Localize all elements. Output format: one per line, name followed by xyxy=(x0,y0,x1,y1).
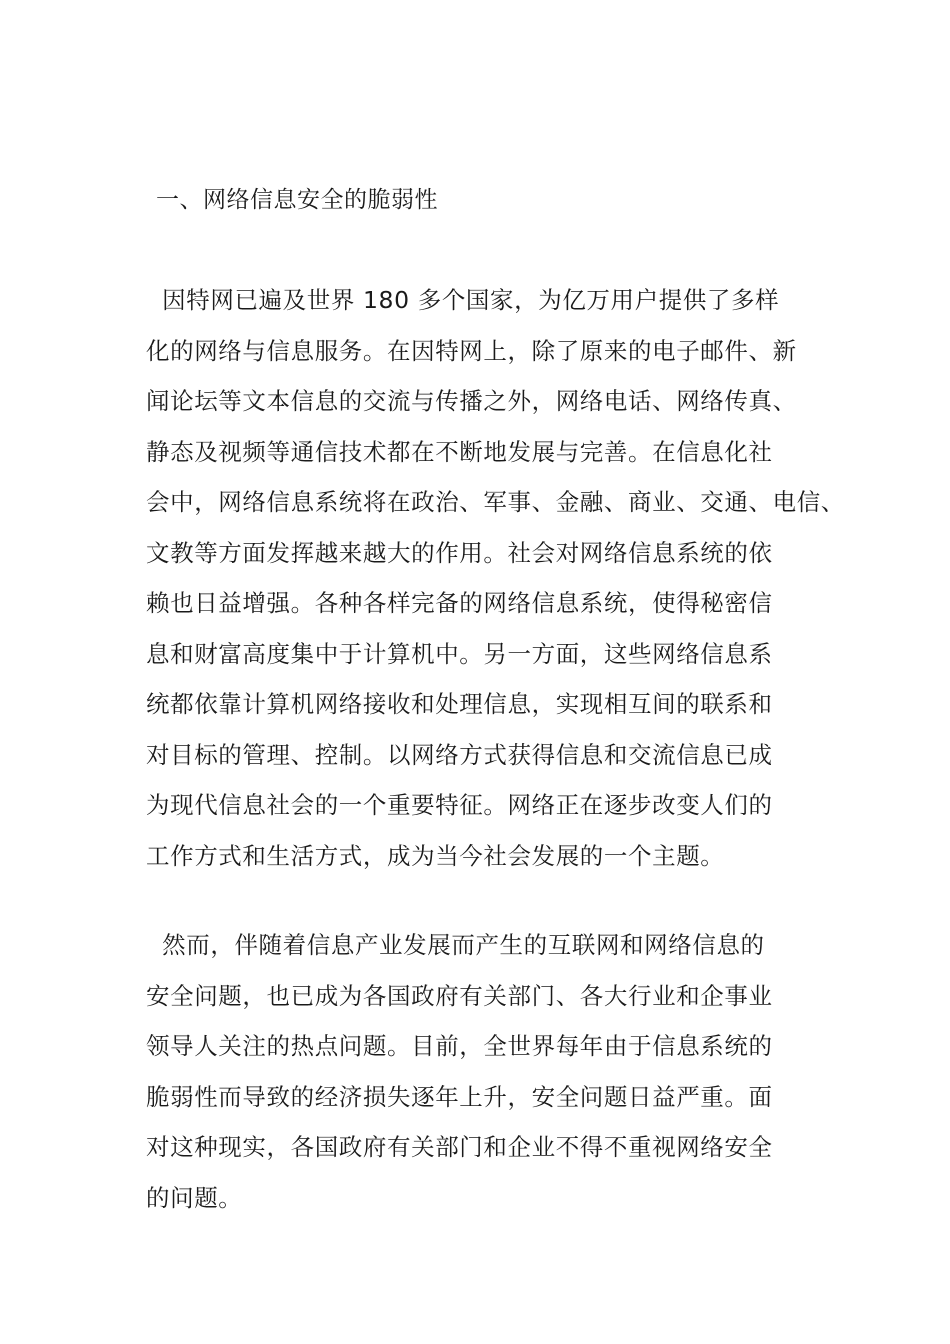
paragraph-line: 脆弱性而导致的经济损失逐年上升，安全问题日益严重。面 xyxy=(146,1082,773,1111)
paragraph-line: 因特网已遍及世界 180 多个国家，为亿万用户提供了多样 xyxy=(146,286,780,314)
paragraph-line: 化的网络与信息服务。在因特网上，除了原来的电子邮件、新 xyxy=(146,336,797,365)
section-heading: 一、网络信息安全的脆弱性 xyxy=(156,187,438,213)
paragraph-line: 然而，伴随着信息产业发展而产生的互联网和网络信息的 xyxy=(146,931,765,959)
paragraph-2 xyxy=(146,920,836,1223)
paragraph-line: 赖也日益增强。各种各样完备的网络信息系统，使得秘密信 xyxy=(146,589,773,617)
paragraph-line: 对目标的管理、控制。以网络方式获得信息和交流信息已成 xyxy=(146,740,773,769)
paragraph-line: 为现代信息社会的一个重要特征。网络正在逐步改变人们的 xyxy=(146,791,773,819)
paragraph-line: 静态及视频等通信技术都在不断地发展与完善。在信息化社 xyxy=(146,437,773,466)
paragraph-line: 领导人关注的热点问题。目前，全世界每年由于信息系统的 xyxy=(146,1032,773,1060)
paragraph-line: 对这种现实，各国政府有关部门和企业不得不重视网络安全 xyxy=(146,1133,773,1161)
paragraph-line: 安全问题，也已成为各国政府有关部门、各大行业和企事业 xyxy=(146,981,773,1010)
paragraph-line: 统都依靠计算机网络接收和处理信息，实现相互间的联系和 xyxy=(146,690,773,718)
paragraph-line: 文教等方面发挥越来越大的作用。社会对网络信息系统的依 xyxy=(146,538,773,567)
paragraph-line: 会中，网络信息系统将在政治、军事、金融、商业、交通、电信、 xyxy=(146,488,845,516)
paragraph-line: 闻论坛等文本信息的交流与传播之外，网络电话、网络传真、 xyxy=(146,387,797,415)
paragraph-line: 的问题。 xyxy=(146,1183,243,1212)
paragraph-1 xyxy=(146,275,845,881)
paragraph-line: 息和财富高度集中于计算机中。另一方面，这些网络信息系 xyxy=(146,639,773,668)
paragraph-line: 工作方式和生活方式，成为当今社会发展的一个主题。 xyxy=(146,841,725,870)
